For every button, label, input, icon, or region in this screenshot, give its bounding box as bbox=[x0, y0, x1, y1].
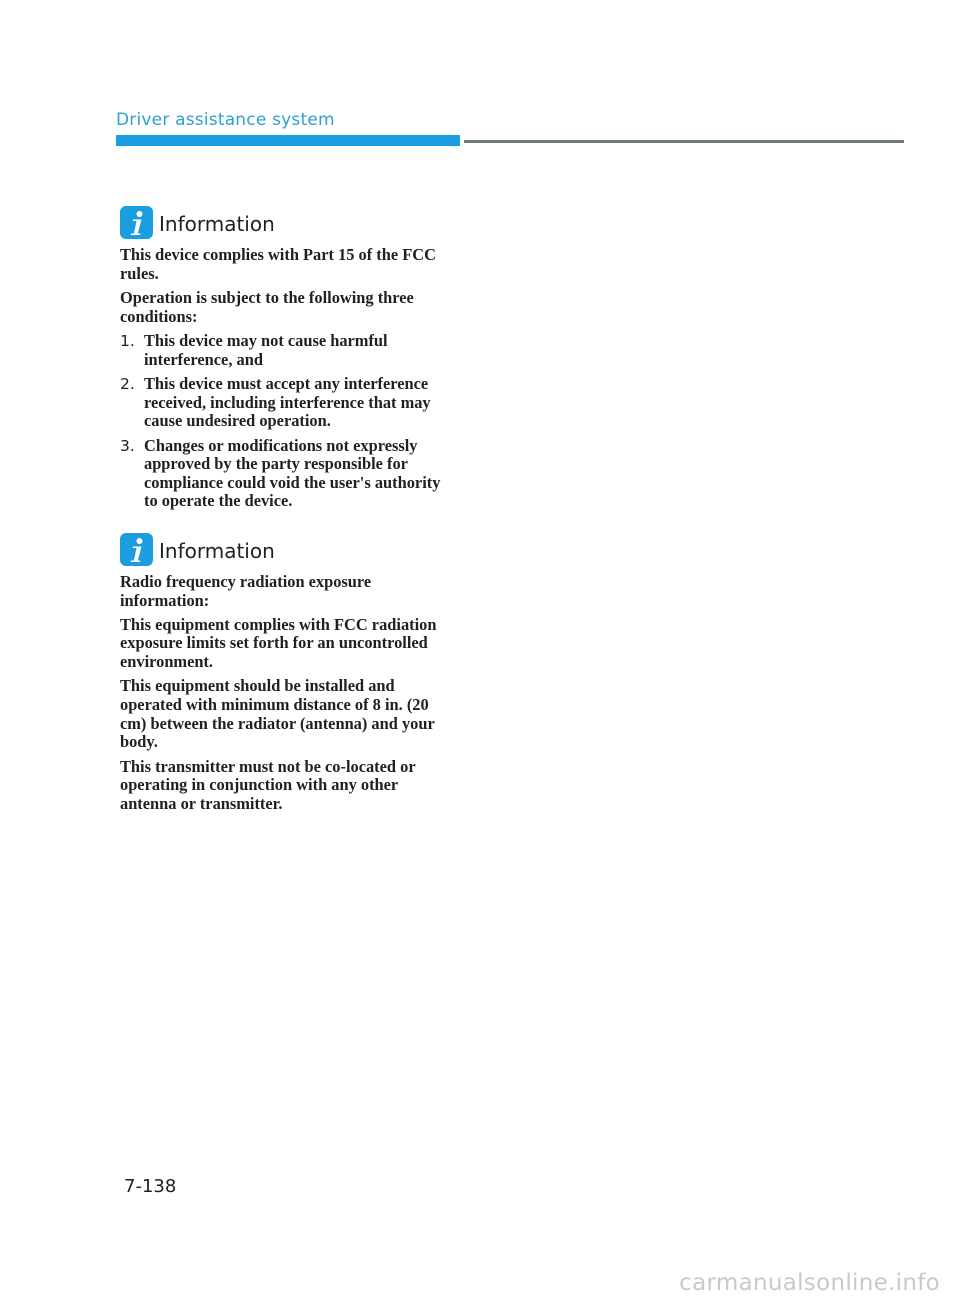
paragraph: This device complies with Part 15 of the FCC rules. bbox=[120, 245, 436, 283]
info-block-rf-exposure bbox=[120, 533, 442, 814]
paragraph: Operation is subject to the following three conditions: bbox=[120, 287, 414, 326]
header-title: Driver assistance system bbox=[116, 110, 335, 130]
list-text: This device may not cause harmful interference, and bbox=[144, 330, 388, 369]
list-number: 2. bbox=[120, 374, 135, 393]
list-item bbox=[120, 375, 442, 431]
list-number: 1. bbox=[120, 331, 135, 350]
paragraph: This equipment complies with FCC radiation exposure limits set forth for an uncontrolled environment. bbox=[120, 614, 437, 672]
list-item bbox=[120, 437, 442, 511]
paragraph: This equipment should be installed and operated with minimum distance of 8 in. (20 cm) between the radiator (antenna) and your body. bbox=[120, 676, 435, 752]
info-heading bbox=[120, 533, 442, 566]
header-rule-accent bbox=[116, 135, 460, 146]
info-title: Information bbox=[159, 538, 275, 563]
info-heading bbox=[120, 206, 442, 239]
header-rule-gray bbox=[464, 140, 904, 143]
main-content bbox=[120, 206, 442, 819]
list-number: 3. bbox=[120, 436, 135, 455]
info-title: Information bbox=[159, 211, 275, 236]
list-text: This device must accept any interference received, including interference that may cause undesired operation. bbox=[144, 373, 431, 431]
info-block-fcc bbox=[120, 206, 442, 511]
list-text: Changes or modifications not expressly approved by the party responsible for compliance could void the user's authority to operate the device. bbox=[144, 435, 441, 511]
paragraph: Radio frequency radiation exposure information: bbox=[120, 571, 372, 610]
watermark-text: carmanualsonline.info bbox=[679, 1270, 940, 1296]
page-number: 7-138 bbox=[124, 1176, 177, 1197]
info-icon bbox=[120, 533, 153, 566]
conditions-list bbox=[120, 332, 442, 511]
list-item bbox=[120, 332, 442, 369]
info-icon bbox=[120, 206, 153, 239]
paragraph: This transmitter must not be co-located or operating in conjunction with any other antenna or transmitter. bbox=[120, 756, 416, 813]
